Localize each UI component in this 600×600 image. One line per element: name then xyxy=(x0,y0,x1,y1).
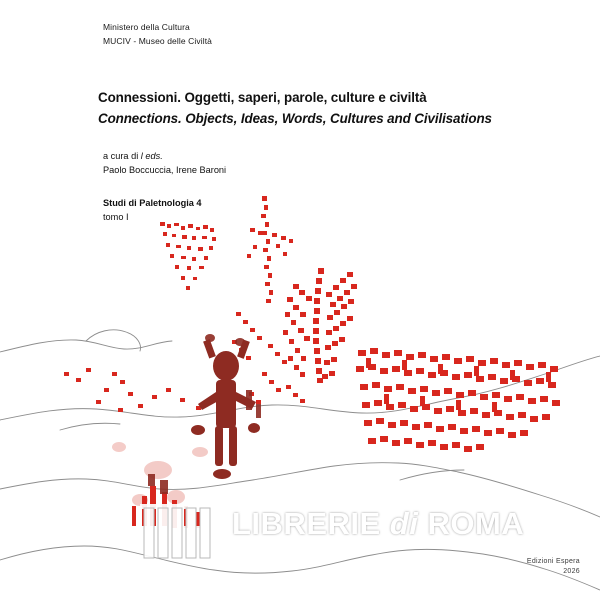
watermark-text-part2: ROMA xyxy=(418,506,525,541)
editors-label-italic: l eds. xyxy=(140,151,163,161)
editors-label xyxy=(103,149,226,163)
series-block xyxy=(103,196,202,224)
title-english: Connections. Objects, Ideas, Words, Cultures and Civilisations xyxy=(98,111,492,126)
museum-line: MUCIV - Museo delle Civiltà xyxy=(103,36,212,46)
series-title: Studi di Paletnologia 4 xyxy=(103,198,202,208)
editors-names: Paolo Boccuccia, Irene Baroni xyxy=(103,165,227,175)
title-block xyxy=(98,88,568,128)
series-tome: tomo I xyxy=(103,212,129,222)
watermark-text-italic: di xyxy=(389,506,419,541)
imprint-block xyxy=(527,557,580,577)
imprint-year: 2026 xyxy=(563,568,580,575)
ministry-line: Ministero della Cultura xyxy=(103,22,190,32)
title-italian: Connessioni. Oggetti, saperi, parole, culture e civiltà xyxy=(98,90,427,105)
watermark-text-part1: LIBRERIE xyxy=(232,506,390,541)
publisher-block xyxy=(103,20,212,48)
editors-block xyxy=(103,149,226,177)
editors-label-prefix: a cura di xyxy=(103,151,141,161)
imprint-publisher: Edizioni Espera xyxy=(526,558,580,565)
